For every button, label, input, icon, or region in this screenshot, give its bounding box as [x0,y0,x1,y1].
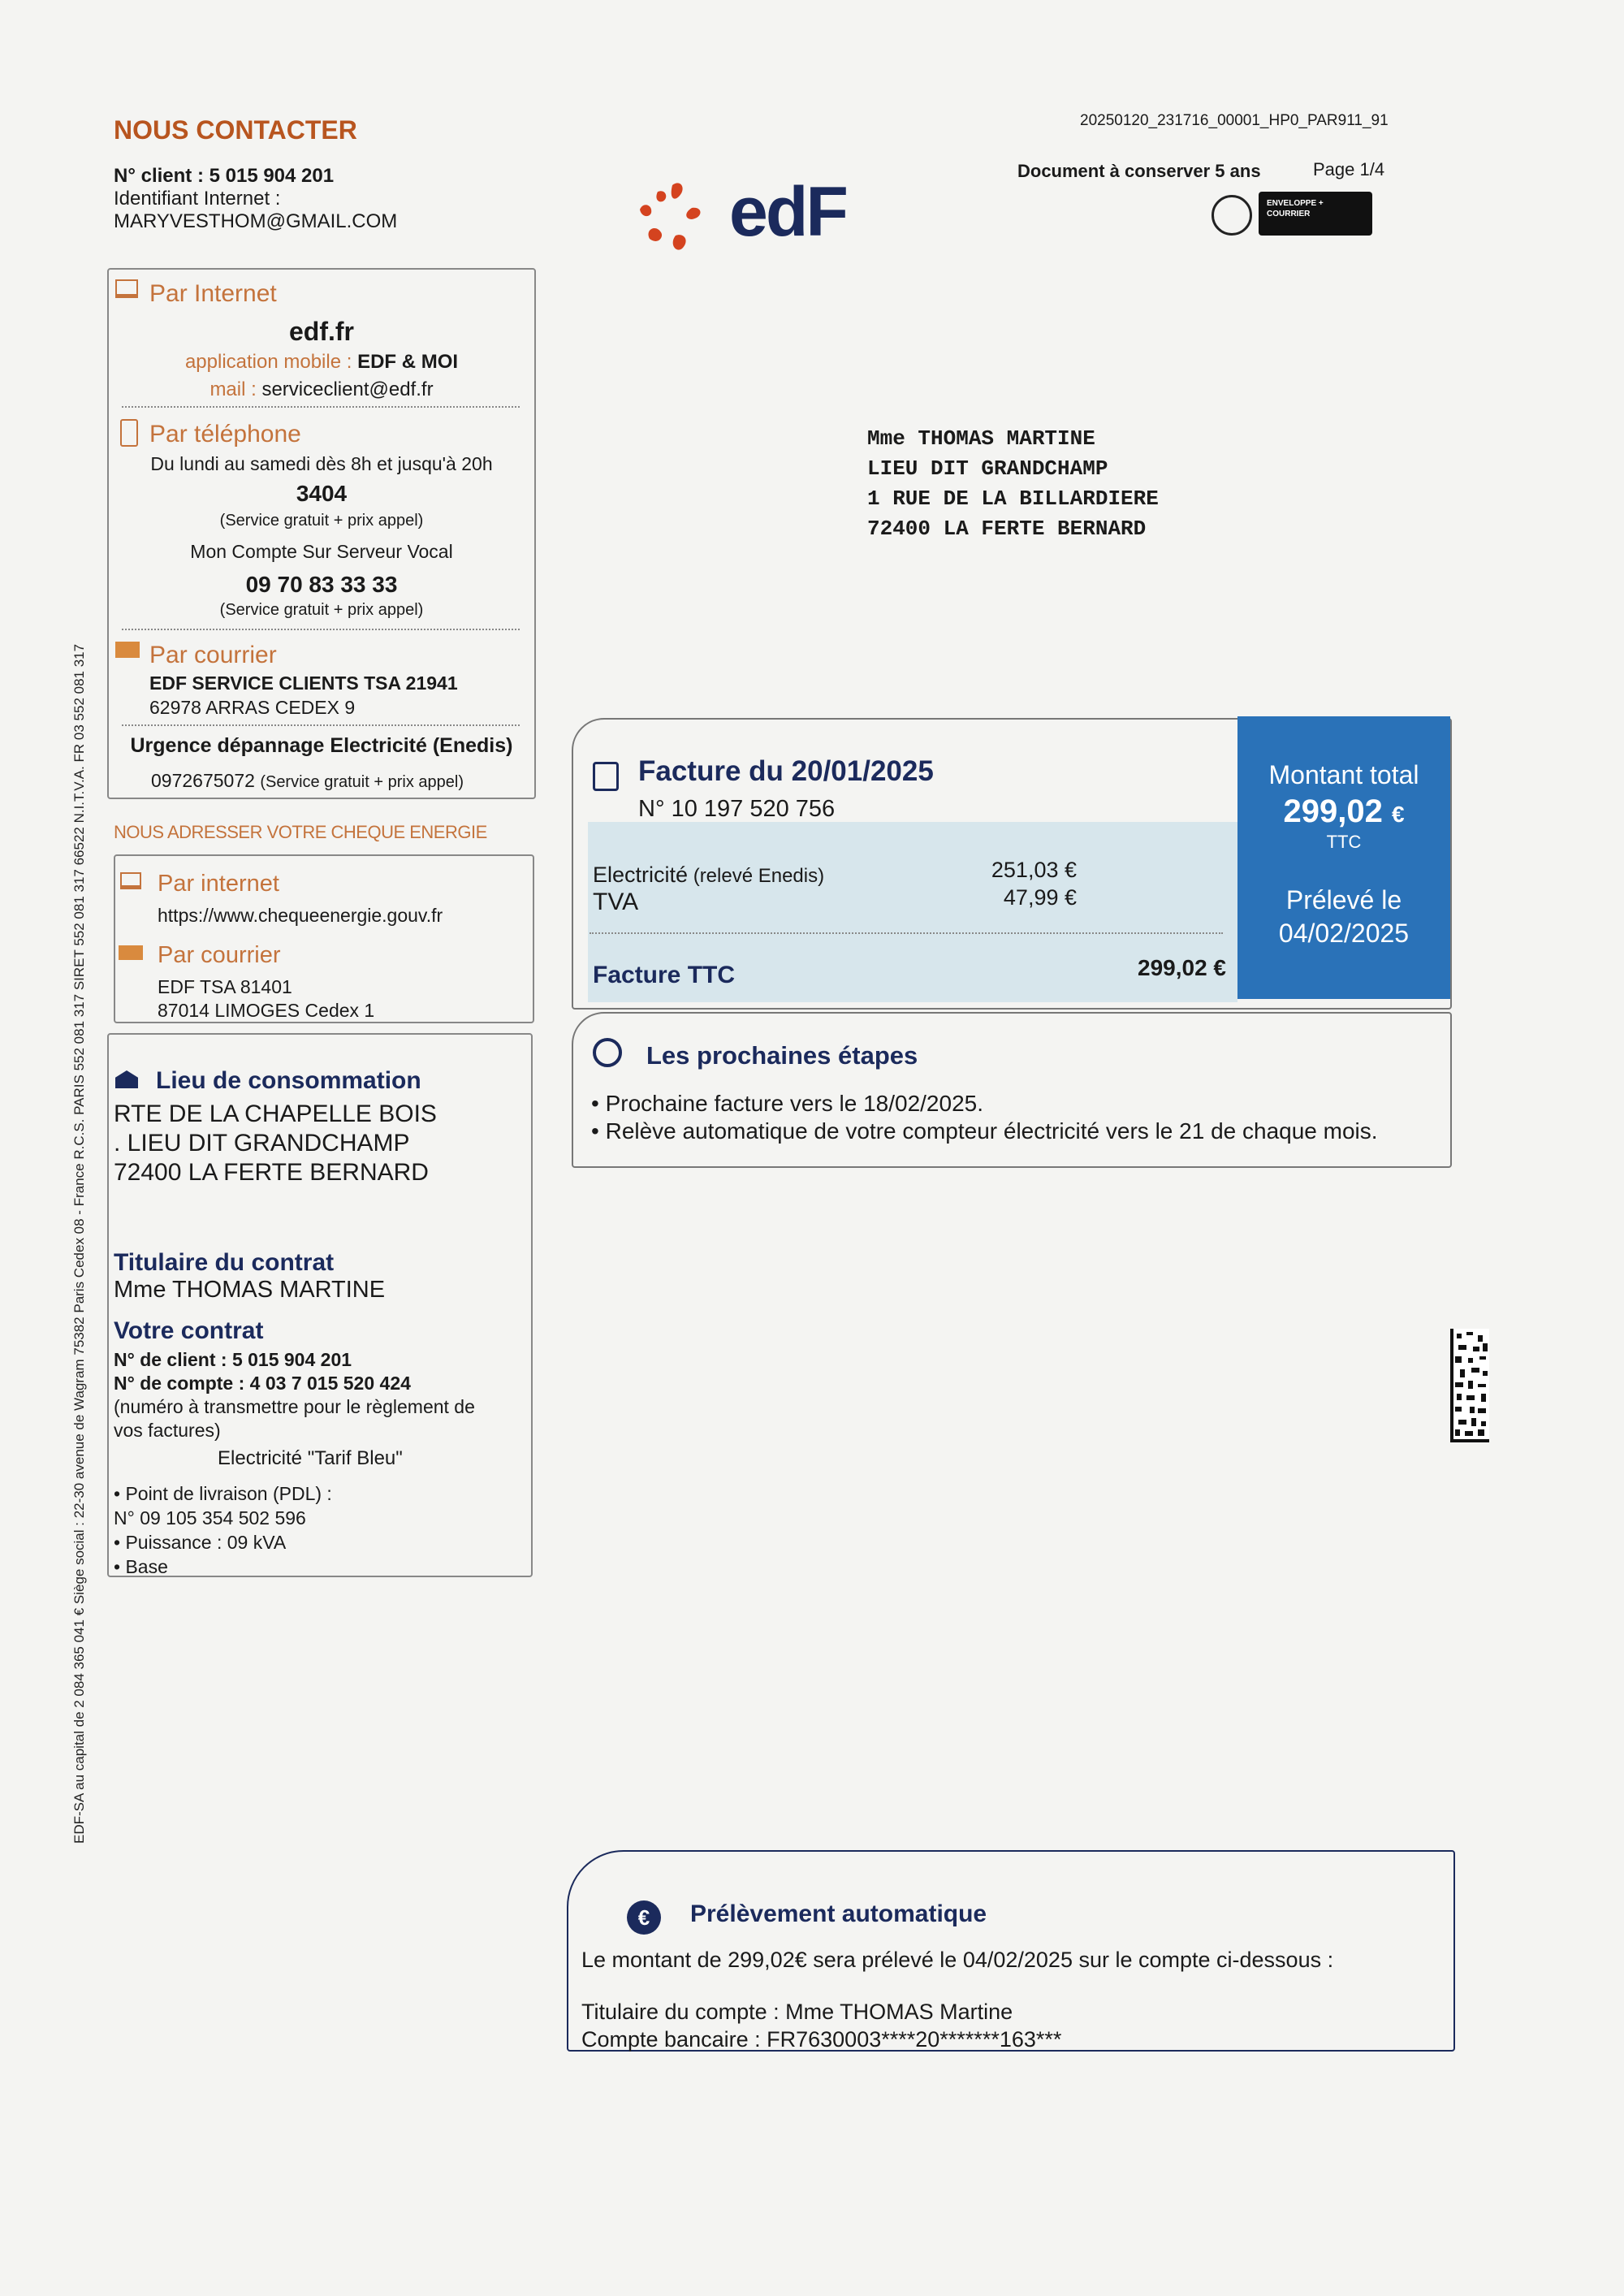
next-step-1: Prochaine facture vers le 18/02/2025. [605,1091,983,1116]
phone-note-2: (Service gratuit + prix appel) [219,601,424,619]
divider [122,406,520,408]
total-amount: 299,02 [1283,793,1383,829]
contract-account-note-1: (numéro à transmettre pour le règlement de [114,1396,475,1417]
mail-address-2: 62978 ARRAS CEDEX 9 [149,697,356,718]
total-ttc: TTC [1326,832,1362,852]
vocal-server: Mon Compte Sur Serveur Vocal [190,541,453,562]
app-label: application mobile : [184,351,358,373]
internet-title: Par Internet [149,280,277,307]
total-amount-line [1237,793,1450,830]
keep-notice: Document à conserver 5 ans [1017,161,1261,181]
invoice-number: N° 10 197 520 756 [638,796,836,822]
cheque-title: NOUS ADRESSER VOTRE CHEQUE ENERGIE [114,822,487,842]
pdl-value: N° 09 105 354 502 596 [114,1507,306,1529]
app-value: EDF & MOI [357,351,459,373]
total-panel [1237,716,1450,999]
site-line-2: . LIEU DIT GRANDCHAMP [114,1130,410,1157]
invoice-title: Facture du 20/01/2025 [638,755,934,787]
next-steps-list [591,1090,1378,1145]
calculator-icon [593,762,619,791]
list-item: • Prochaine facture vers le 18/02/2025. [591,1091,983,1116]
elec-note: (relevé Enedis) [688,865,825,887]
client-id-block [114,165,397,233]
emergency-title: Urgence dépannage Electricité (Enedis) [130,734,513,757]
mail-address-1: EDF SERVICE CLIENTS TSA 21941 [149,672,458,694]
recipient-address [867,424,1159,544]
next-step-2: Relève automatique de votre compteur électricité vers le 21 de chaque mois. [605,1118,1378,1144]
legal-side-text [71,463,88,1844]
mail-value[interactable]: serviceclient@edf.fr [261,378,434,400]
clock-icon [593,1038,622,1067]
cheque-url[interactable]: https://www.chequeenergie.gouv.fr [158,905,443,926]
phone-number-1[interactable]: 3404 [296,481,348,506]
edf-site[interactable]: edf.fr [289,317,354,346]
contract-specs [114,1481,332,1579]
phone-title: Par téléphone [149,421,301,448]
mail-title: Par courrier [149,642,277,668]
site-line-1: RTE DE LA CHAPELLE BOIS [114,1100,437,1127]
total-currency: € [1391,802,1405,827]
recycle-logos [1212,187,1378,240]
phone-hours: Du lundi au samedi dès 8h et jusqu'à 20h [150,453,493,474]
contract-client-no: N° de client : 5 015 904 201 [114,1349,352,1370]
recipient-line-4: 72400 LA FERTE BERNARD [867,517,1147,541]
elec-line [593,863,824,888]
total-label: Montant total [1268,760,1419,789]
envelope-icon [119,945,143,960]
contract-title: Votre contrat [114,1317,264,1344]
direct-debit-sentence: Le montant de 299,02€ sera prélevé le 04/02/2025 sur le compte ci-dessous : [581,1948,1334,1972]
elec-amount: 251,03 € [991,858,1077,882]
next-steps-title: Les prochaines étapes [646,1041,918,1070]
elec-label: Electricité [593,863,689,887]
emergency-line [151,770,464,792]
contact-title: NOUS CONTACTER [114,115,357,145]
edf-logo [633,173,869,258]
power: • Puissance : 09 kVA [114,1532,287,1553]
divider [590,932,1223,934]
edf-flower-icon [633,177,715,258]
page-number: Page 1/4 [1313,159,1385,179]
recipient-line-3: 1 RUE DE LA BILLARDIERE [867,486,1159,511]
site-title: Lieu de consommation [156,1067,421,1094]
option: • Base [114,1556,168,1577]
contract-details [114,1348,475,1442]
edf-logo-text: edF [729,173,846,251]
euro-icon: € [627,1900,661,1935]
emergency-number[interactable]: 0972675072 [151,770,255,791]
client-number: N° client : 5 015 904 201 [114,165,335,187]
emergency-note: (Service gratuit + prix appel) [260,773,464,791]
debit-date: 04/02/2025 [1278,919,1410,948]
phone-number-2[interactable]: 09 70 83 33 33 [245,572,398,597]
bank-account: Compte bancaire : FR7630003****20*******163*** [581,2027,1062,2052]
pdl-label: • Point de livraison (PDL) : [114,1483,332,1504]
recipient-line-2: LIEU DIT GRANDCHAMP [867,456,1108,481]
tva-amount: 47,99 € [1003,885,1077,910]
ttc-amount: 299,02 € [1138,955,1226,980]
recipient-line-1: Mme THOMAS MARTINE [867,426,1095,451]
recycle-badge-text: ENVELOPPE + COURRIER [1267,199,1324,218]
barcode-icon [1450,1329,1489,1442]
direct-debit-title: Prélèvement automatique [690,1900,987,1927]
envelope-icon [115,642,140,658]
internet-section [115,279,138,302]
debit-label: Prélevé le [1285,885,1402,915]
tva-label: TVA [593,889,639,915]
ttc-label: Facture TTC [593,962,736,988]
cheque-mail-2: 87014 LIMOGES Cedex 1 [158,1000,375,1021]
internet-id-label: Identifiant Internet : [114,188,281,210]
email: MARYVESTHOM@GMAIL.COM [114,210,398,232]
site-address [114,1100,437,1187]
phone-icon [120,419,138,447]
holder-title: Titulaire du contrat [114,1249,335,1276]
divider [122,629,520,630]
holder-name: Mme THOMAS MARTINE [114,1277,386,1303]
cheque-internet-title: Par internet [158,871,279,897]
triman-icon [1212,195,1252,236]
account-holder: Titulaire du compte : Mme THOMAS Martine [581,2000,1013,2024]
laptop-icon [120,872,141,889]
direct-debit-account [581,1998,1061,2053]
tariff: Electricité "Tarif Bleu" [218,1447,403,1469]
mail-line [107,378,536,401]
divider [122,724,520,726]
list-item: • Relève automatique de votre compteur électricité vers le 21 de chaque mois. [591,1118,1378,1144]
datamatrix-code [1450,1329,1489,1442]
mail-label: mail : [209,378,262,400]
cheque-mail-title: Par courrier [158,942,281,968]
contract-account-no: N° de compte : 4 03 7 015 520 424 [114,1373,411,1394]
document-reference: 20250120_231716_00001_HP0_PAR911_91 [1080,112,1389,129]
legal-text: EDF-SA au capital de 2 084 365 041 € Siège social : 22-30 avenue de Wagram 75382 Paris Cedex 08 - France R.C.S. PARIS 552 081 317 SIRET 552 081 317 66522 N.I.T.V.A. FR 03 552 081 317 [71,643,87,1844]
phone-note-1: (Service gratuit + prix appel) [219,512,424,530]
app-line [107,351,536,374]
contact-box [107,268,536,799]
laptop-icon [115,279,138,298]
site-line-3: 72400 LA FERTE BERNARD [114,1159,429,1186]
cheque-mail-1: EDF TSA 81401 [158,976,292,997]
recycle-badge [1259,192,1372,236]
contract-account-note-2: vos factures) [114,1420,221,1441]
